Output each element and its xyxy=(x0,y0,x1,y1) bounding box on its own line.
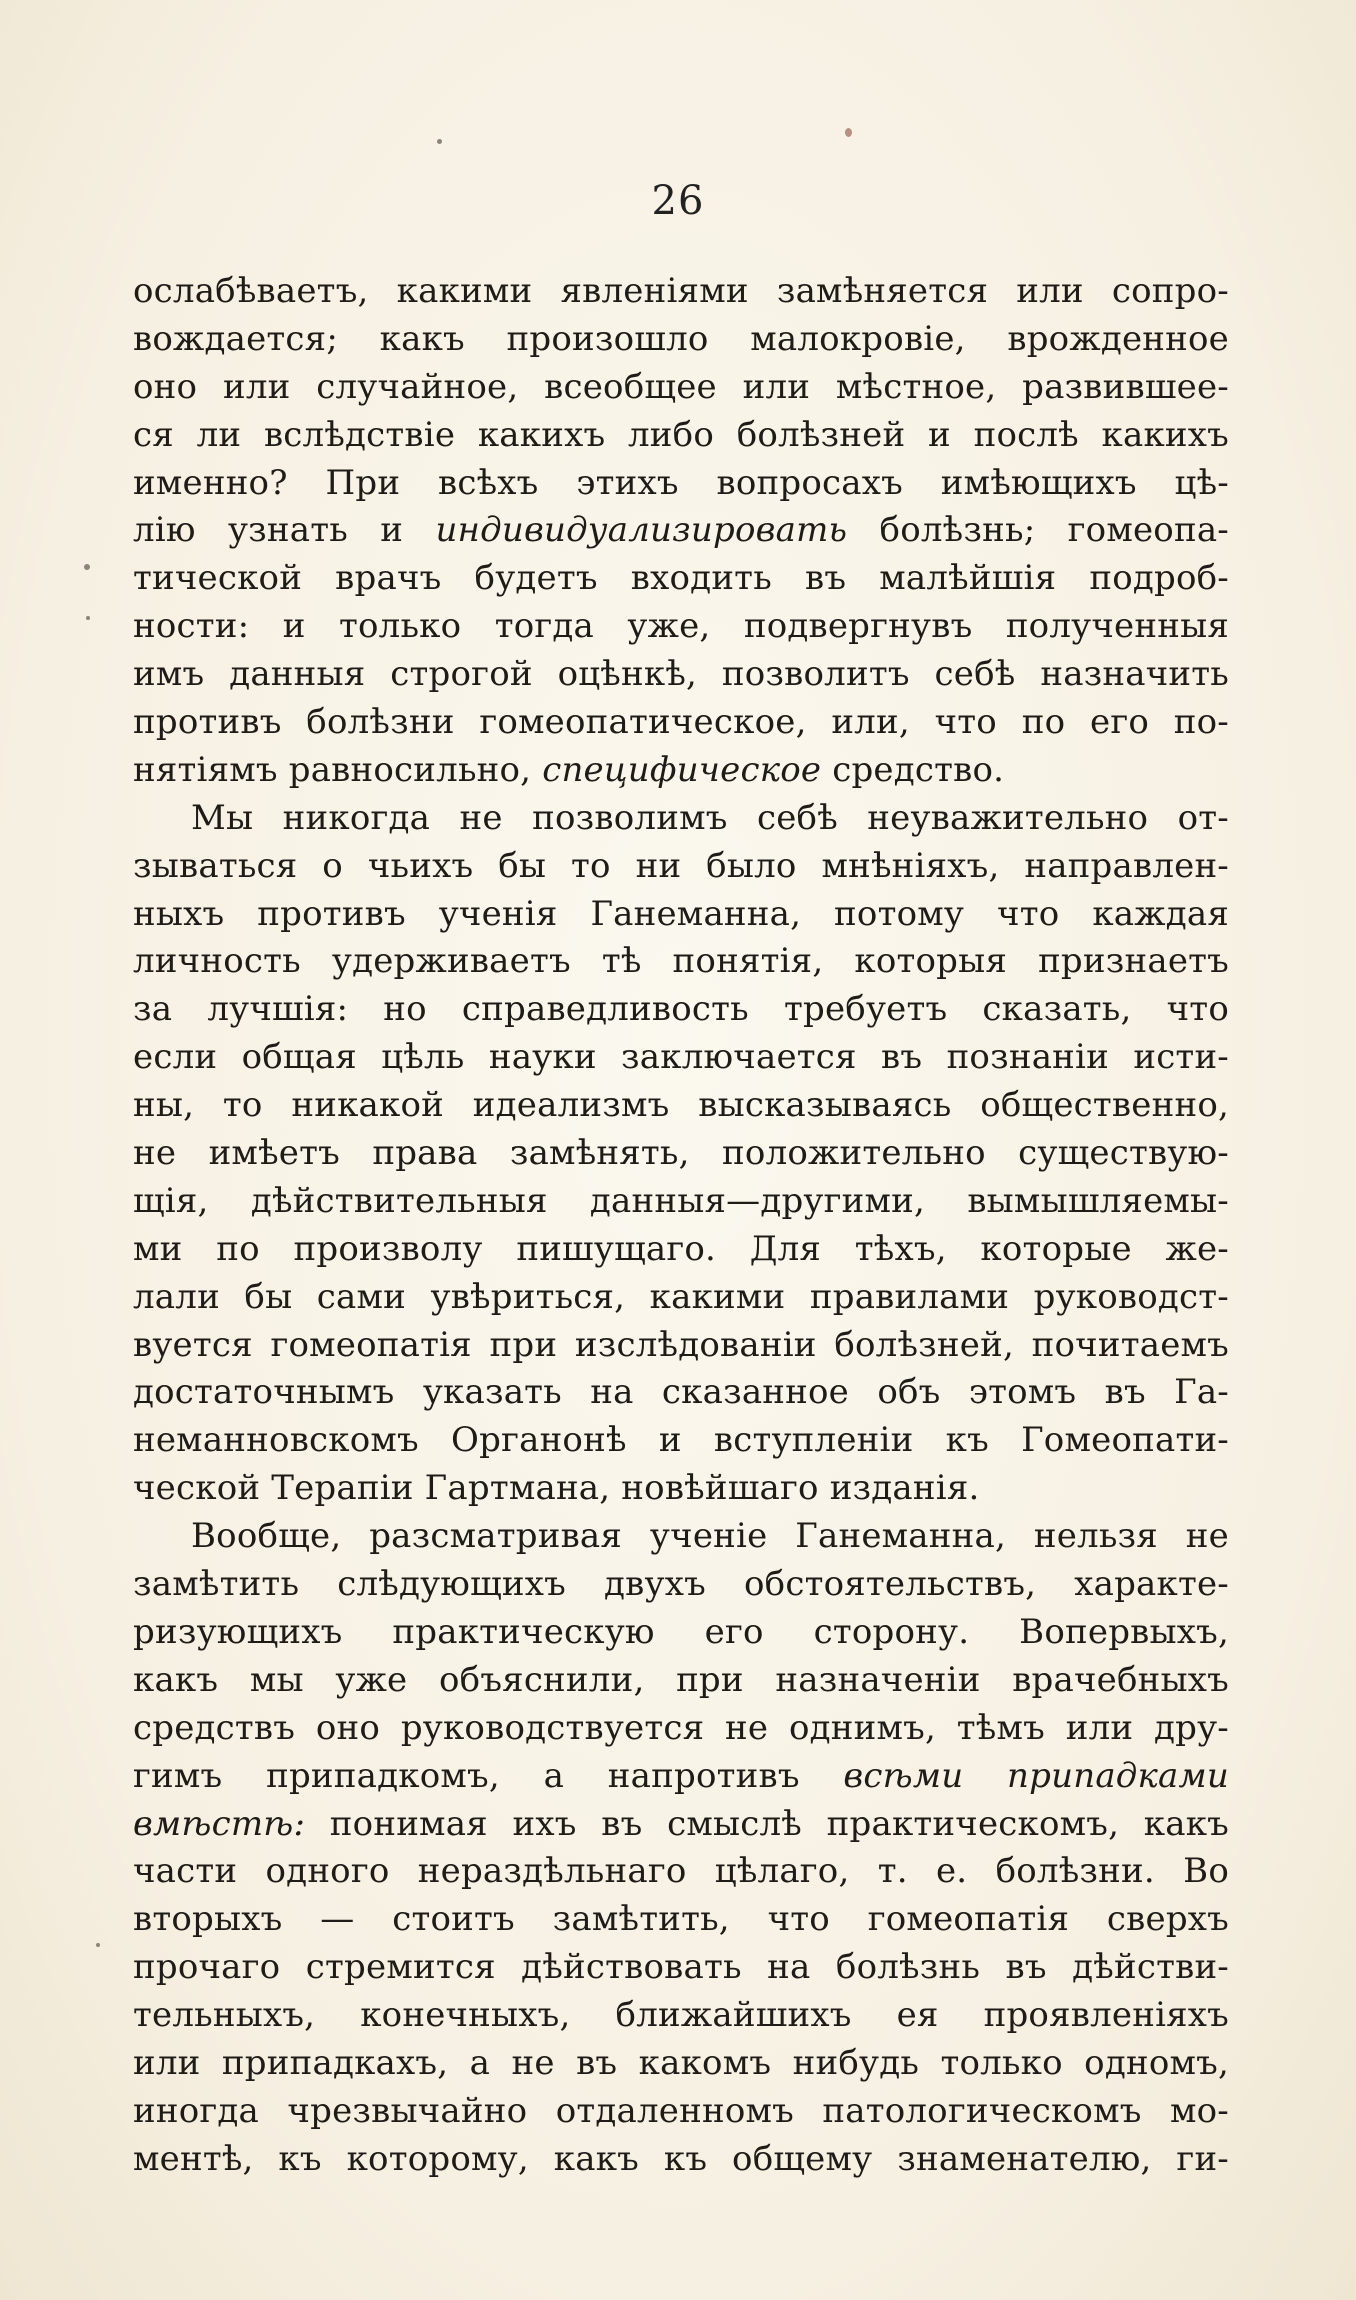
text-segment: или припадкахъ, а не въ какомъ нибудь только одномъ, xyxy=(133,2042,1229,2083)
text-segment: зываться о чьихъ бы то ни было мнѣніяхъ, направлен- xyxy=(133,845,1229,886)
text-segment: вождается; какъ произошло малокровіе, врожденное xyxy=(133,318,1229,359)
text-line xyxy=(133,795,1229,843)
text-segment: ментѣ, къ которому, какъ къ общему знаменателю, ги- xyxy=(133,2138,1229,2179)
text-line xyxy=(133,1034,1229,1082)
text-segment: средство. xyxy=(821,749,1005,790)
text-line xyxy=(133,412,1229,460)
text-line xyxy=(133,1082,1229,1130)
text-segment: Мы никогда не позволимъ себѣ неуважительно от- xyxy=(191,797,1229,838)
text-segment: достаточнымъ указать на сказанное объ этомъ въ Га- xyxy=(133,1372,1229,1413)
body-text xyxy=(133,268,1229,2184)
text-segment: иногда чрезвычайно отдаленномъ патологическомъ мо- xyxy=(133,2090,1229,2131)
text-segment: если общая цѣль науки заключается въ познаніи исти- xyxy=(133,1037,1229,1078)
text-segment: ческой Терапіи Гартмана, новѣйшаго изданія. xyxy=(133,1468,980,1509)
text-segment: имъ данныя строгой оцѣнкѣ, позволитъ себѣ назначить xyxy=(133,654,1229,695)
text-line xyxy=(133,1896,1229,1944)
text-segment: за лучшія: но справедливость требуетъ сказать, что xyxy=(133,989,1229,1030)
text-line xyxy=(133,1417,1229,1465)
text-line xyxy=(133,2040,1229,2088)
text-segment: оно или случайное, всеобщее или мѣстное, развившее- xyxy=(133,366,1229,407)
text-line xyxy=(133,1944,1229,1992)
text-segment: ризующихъ практическую его сторону. Вопервыхъ, xyxy=(133,1611,1229,1652)
text-line xyxy=(133,1561,1229,1609)
text-segment: замѣтить слѣдующихъ двухъ обстоятельствъ, характе- xyxy=(133,1564,1229,1605)
text-line xyxy=(133,891,1229,939)
text-line xyxy=(133,938,1229,986)
text-segment: личность удерживаетъ тѣ понятія, которыя признаетъ xyxy=(133,941,1229,982)
text-line xyxy=(133,1705,1229,1753)
page-number: 26 xyxy=(651,178,705,224)
text-segment: неманновскомъ Органонѣ и вступленіи къ Гомеопати- xyxy=(133,1420,1229,1461)
text-segment: ности: и только тогда уже, подвергнувъ полученныя xyxy=(133,606,1229,647)
text-line xyxy=(133,1178,1229,1226)
text-segment: ся ли вслѣдствіе какихъ либо болѣзней и послѣ какихъ xyxy=(133,414,1229,455)
italic-text: специфическое xyxy=(542,749,822,790)
italic-text: всѣми припадками xyxy=(843,1755,1229,1796)
text-line xyxy=(133,507,1229,555)
text-line xyxy=(133,268,1229,316)
text-segment: части одного нераздѣльнаго цѣлаго, т. е. болѣзни. Во xyxy=(133,1851,1229,1892)
text-line xyxy=(133,1801,1229,1849)
italic-text: индивидуализировать xyxy=(435,510,848,551)
italic-text: вмѣстѣ: xyxy=(133,1803,306,1844)
text-segment: нятіямъ равносильно, xyxy=(133,749,543,790)
text-segment: Вообще, разсматривая ученіе Ганеманна, нельзя не xyxy=(191,1516,1229,1557)
text-line xyxy=(133,1848,1229,1896)
text-segment: ослабѣваетъ, какими явленіями замѣняется или сопро- xyxy=(133,271,1229,311)
ink-speck xyxy=(96,1943,100,1947)
text-segment: вуется гомеопатія при изслѣдованіи болѣзней, почитаемъ xyxy=(133,1324,1229,1365)
text-segment: ми по произволу пишущаго. Для тѣхъ, которые же- xyxy=(133,1228,1229,1269)
text-line xyxy=(133,364,1229,412)
text-line xyxy=(133,747,1229,795)
text-segment: не имѣетъ права замѣнять, положительно существую- xyxy=(133,1133,1229,1174)
text-line xyxy=(133,1992,1229,2040)
text-line xyxy=(133,843,1229,891)
text-segment: гимъ припадкомъ, а напротивъ xyxy=(133,1755,844,1796)
text-segment: средствъ оно руководствуется не однимъ, тѣмъ или дру- xyxy=(133,1707,1229,1748)
text-line xyxy=(133,603,1229,651)
text-segment: тической врачъ будетъ входить въ малѣйшія подроб- xyxy=(133,558,1229,599)
text-line xyxy=(133,1657,1229,1705)
text-line xyxy=(133,1513,1229,1561)
ink-speck xyxy=(86,616,90,620)
text-line xyxy=(133,1369,1229,1417)
text-line xyxy=(133,1274,1229,1322)
text-segment: именно? При всѣхъ этихъ вопросахъ имѣющихъ цѣ- xyxy=(133,462,1229,503)
text-line xyxy=(133,1753,1229,1801)
text-line xyxy=(133,2136,1229,2184)
ink-speck xyxy=(437,139,442,144)
text-segment: щія, дѣйствительныя данныя—другими, вымышляемы- xyxy=(133,1180,1229,1221)
text-line xyxy=(133,1130,1229,1178)
text-line xyxy=(133,699,1229,747)
text-line xyxy=(133,316,1229,364)
text-segment: вторыхъ — стоитъ замѣтить, что гомеопатія сверхъ xyxy=(133,1899,1229,1940)
text-segment: понимая ихъ въ смыслѣ практическомъ, какъ xyxy=(305,1803,1229,1844)
text-segment: прочаго стремится дѣйствовать на болѣзнь въ дѣйстви- xyxy=(133,1947,1229,1988)
text-line xyxy=(133,1465,1229,1513)
text-segment: болѣзнь; гомеопа- xyxy=(847,510,1229,551)
text-line xyxy=(133,1226,1229,1274)
text-segment: какъ мы уже объяснили, при назначеніи врачебныхъ xyxy=(133,1659,1229,1700)
ink-speck xyxy=(84,564,90,570)
text-line xyxy=(133,2088,1229,2136)
text-segment: лію узнать и xyxy=(133,510,436,551)
text-line xyxy=(133,651,1229,699)
text-segment: лали бы сами увѣриться, какими правилами руководст- xyxy=(133,1276,1229,1317)
text-line xyxy=(133,1322,1229,1370)
text-segment: ны, то никакой идеализмъ высказываясь общественно, xyxy=(133,1085,1229,1126)
text-segment: ныхъ противъ ученія Ганеманна, потому что каждая xyxy=(133,893,1229,934)
text-segment: тельныхъ, конечныхъ, ближайшихъ ея проявленіяхъ xyxy=(133,1995,1229,2036)
ink-speck xyxy=(845,128,852,137)
text-line xyxy=(133,1609,1229,1657)
text-line xyxy=(133,986,1229,1034)
text-segment: противъ болѣзни гомеопатическое, или, что по его по- xyxy=(133,702,1229,743)
text-line xyxy=(133,460,1229,508)
text-line xyxy=(133,555,1229,603)
